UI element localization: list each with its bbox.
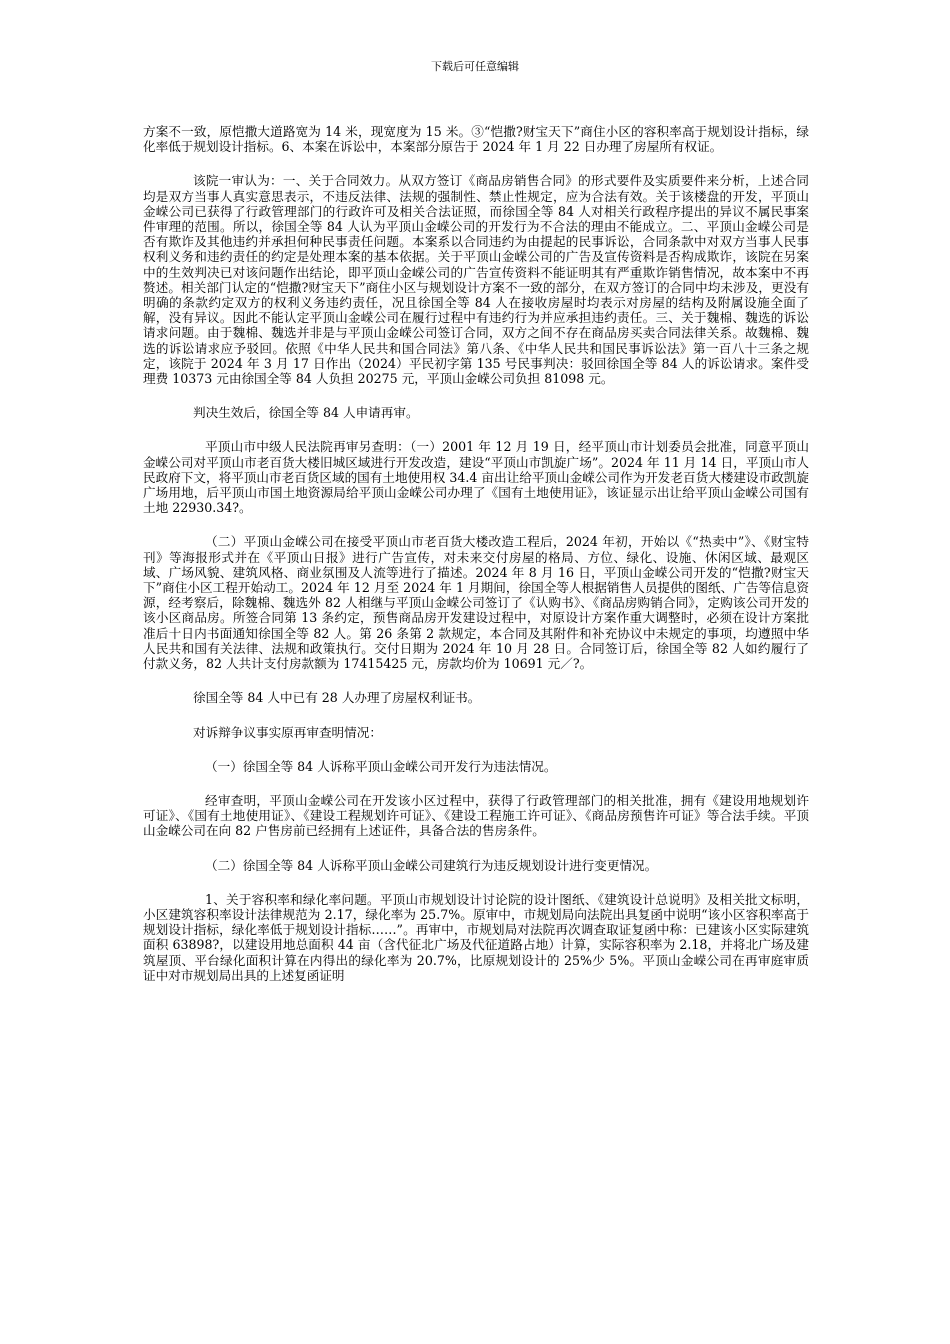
paragraph-8: （一）徐国全等 84 人诉称平顶山金嵘公司开发行为违法情况。: [205, 758, 557, 774]
paragraph-9: 经审查明，平顶山金嵘公司在开发该小区过程中，获得了行政管理部门的相关批准，拥有《建设用地规划许可证》、《国有土地使用证》、《建设工程规划许可证》、《建设工程施工许可证》、《商品房预售许可证》等合法手续。平顶山金嵘公司在向 82 户售房前已经拥有上述证件，具备合法的售房条件。: [143, 792, 809, 839]
paragraph-4: 平顶山市中级人民法院再审另查明：（一）2001 年 12 月 19 日，经平顶山市计划委员会批准，同意平顶山金嵘公司对平顶山市老百货大楼旧城区域进行开发改造，建设“平顶山市凯旋广场”。2024 年 11 月 14 日，平顶山市人民政府下文，将平顶山市老百货区域的国有土地使用权 34.4 亩出让给平顶山金嵘公司作为开发老百货大楼建设市政凯旋广场用地，后平顶山市国土地资源局给平顶山金嵘公司办理了《国有土地使用证》，该证显示出让给平顶山金嵘公司国有土地 22930.34?。: [143, 439, 809, 516]
paragraph-7: 对诉辩争议事实原再审查明情况：: [193, 724, 382, 740]
paragraph-11: 1、关于容积率和绿化率问题。平顶山市规划设计讨论院的设计图纸、《建筑设计总说明》及相关批文标明，小区建筑容积率设计法律规范为 2.17，绿化率为 25.7%。原审中，市规划局向法院出具复函中说明“该小区容积率高于规划设计指标，绿化率低于规划设计指标……”。再审中，市规划局对法院再次调查取证复函中称：已建该小区实际建筑面积 63898?，以建设用地总面积 44 亩（含代征北广场及代征道路占地）计算，实际容积率为 2.18，并将北广场及建筑屋顶、平台绿化面积计算在内得出的绿化率为 20.7%，比原规划设计的 25%少 5%。平顶山金嵘公司在再审庭审质证中对市规划局出具的上述复函证明: [143, 891, 809, 983]
paragraph-3: 判决生效后，徐国全等 84 人申请再审。: [193, 405, 419, 421]
paragraph-2: 该院一审认为：一、关于合同效力。从双方签订《商品房销售合同》的形式要件及实质要件来分析，上述合同均是双方当事人真实意思表示，不违反法律、法规的强制性、禁止性规定，应为合法有效。关于该楼盘的开发，平顶山金嵘公司已获得了行政管理部门的行政许可及相关合法证照，而徐国全等 84 人对相关行政程序提出的异议不属民事案件审理的范围。所以，徐国全等 84 人认为平顶山金嵘公司的开发行为不合法的理由不能成立。二、平顶山金嵘公司是否有欺诈及其他违约并承担何种民事责任问题。本案系以合同违约为由提起的民事诉讼，合同条款中对双方当事人民事权利义务和违约责任的约定是处理本案的基本依据。关于平顶山金嵘公司的广告及宣传资料是否构成欺诈，该院在另案中的生效判决已对该问题作出结论，即平顶山金嵘公司的广告宣传资料不能证明其有严重欺诈销售情况，故本案中不再赘述。相关部门认定的“恺撒?财宝天下”商住小区与规划设计方案不一致的部分，在双方签订的合同中均未涉及，更没有明确的条款约定双方的权利义务违约责任，况且徐国全等 84 人在接收房屋时均表示对房屋的结构及附属设施全面了解，没有异议。因此不能认定平顶山金嵘公司在履行过程中有违约行为并应承担违约责任。三、关于魏棉、魏选的诉讼请求问题。由于魏棉、魏选并非是与平顶山金嵘公司签订合同，双方之间不存在商品房买卖合同法律关系。故魏棉、魏选的诉讼请求应予驳回。依照《中华人民共和国合同法》第八条、《中华人民共和国民事诉讼法》第一百八十三条之规定，该院于 2024 年 3 月 17 日作出（2024）平民初字第 135 号民事判决：驳回徐国全等 84 人的诉讼请求。案件受理费 10373 元由徐国全等 84 人负担 20275 元，平顶山金嵘公司负担 81098 元。: [143, 173, 809, 387]
paragraph-5: （二）平顶山金嵘公司在接受平顶山市老百货大楼改造工程后，2024 年初，开始以《“热卖中”》、《财宝特刊》等海报形式并在《平顶山日报》进行广告宣传，对未来交付房屋的格局、方位、绿化、设施、休闲区域、最观区域、广场风貌、建筑风格、商业氛围及人流等进行了描述。2024 年 8 月 16 日，平顶山金嵘公司开发的“恺撒?财宝天下”商住小区工程开始动工。2024 年 12 月至 2024 年 1 月期间，徐国全等人根据销售人员提供的图纸、广告等信息资源，经考察后，除魏棉、魏选外 82 人相继与平顶山金嵘公司签订了《认购书》、《商品房购销合同》，定购该公司开发的该小区商品房。所签合同第 13 条约定，预售商品房开发建设过程中，对原设计方案作重大调整时，必须在设计方案批准后十日内书面通知徐国全等 82 人。第 26 条第 2 款规定，本合同及其附件和补充协议中未规定的事项，均遵照中华人民共和国有关法律、法规和政策执行。交付日期为 2024 年 10 月 28 日。合同签订后，徐国全等 82 人如约履行了付款义务，82 人共计支付房款额为 17415425 元，房款均价为 10691 元／?。: [143, 534, 809, 672]
paragraph-6: 徐国全等 84 人中已有 28 人办理了房屋权利证书。: [193, 690, 481, 706]
document-body: [143, 124, 809, 983]
paragraph-1: 方案不一致，原恺撒大道路宽为 14 米，现宽度为 15 米。③“恺撒?财宝天下”商住小区的容积率高于规划设计指标，绿化率低于规划设计指标。6、本案在诉讼中，本案部分原告于 2024 年 1 月 22 日办理了房屋所有权证。: [143, 124, 809, 155]
paragraph-10: （二）徐国全等 84 人诉称平顶山金嵘公司建筑行为违反规划设计进行变更情况。: [205, 857, 658, 873]
page-header: 下载后可任意编辑: [431, 60, 519, 73]
